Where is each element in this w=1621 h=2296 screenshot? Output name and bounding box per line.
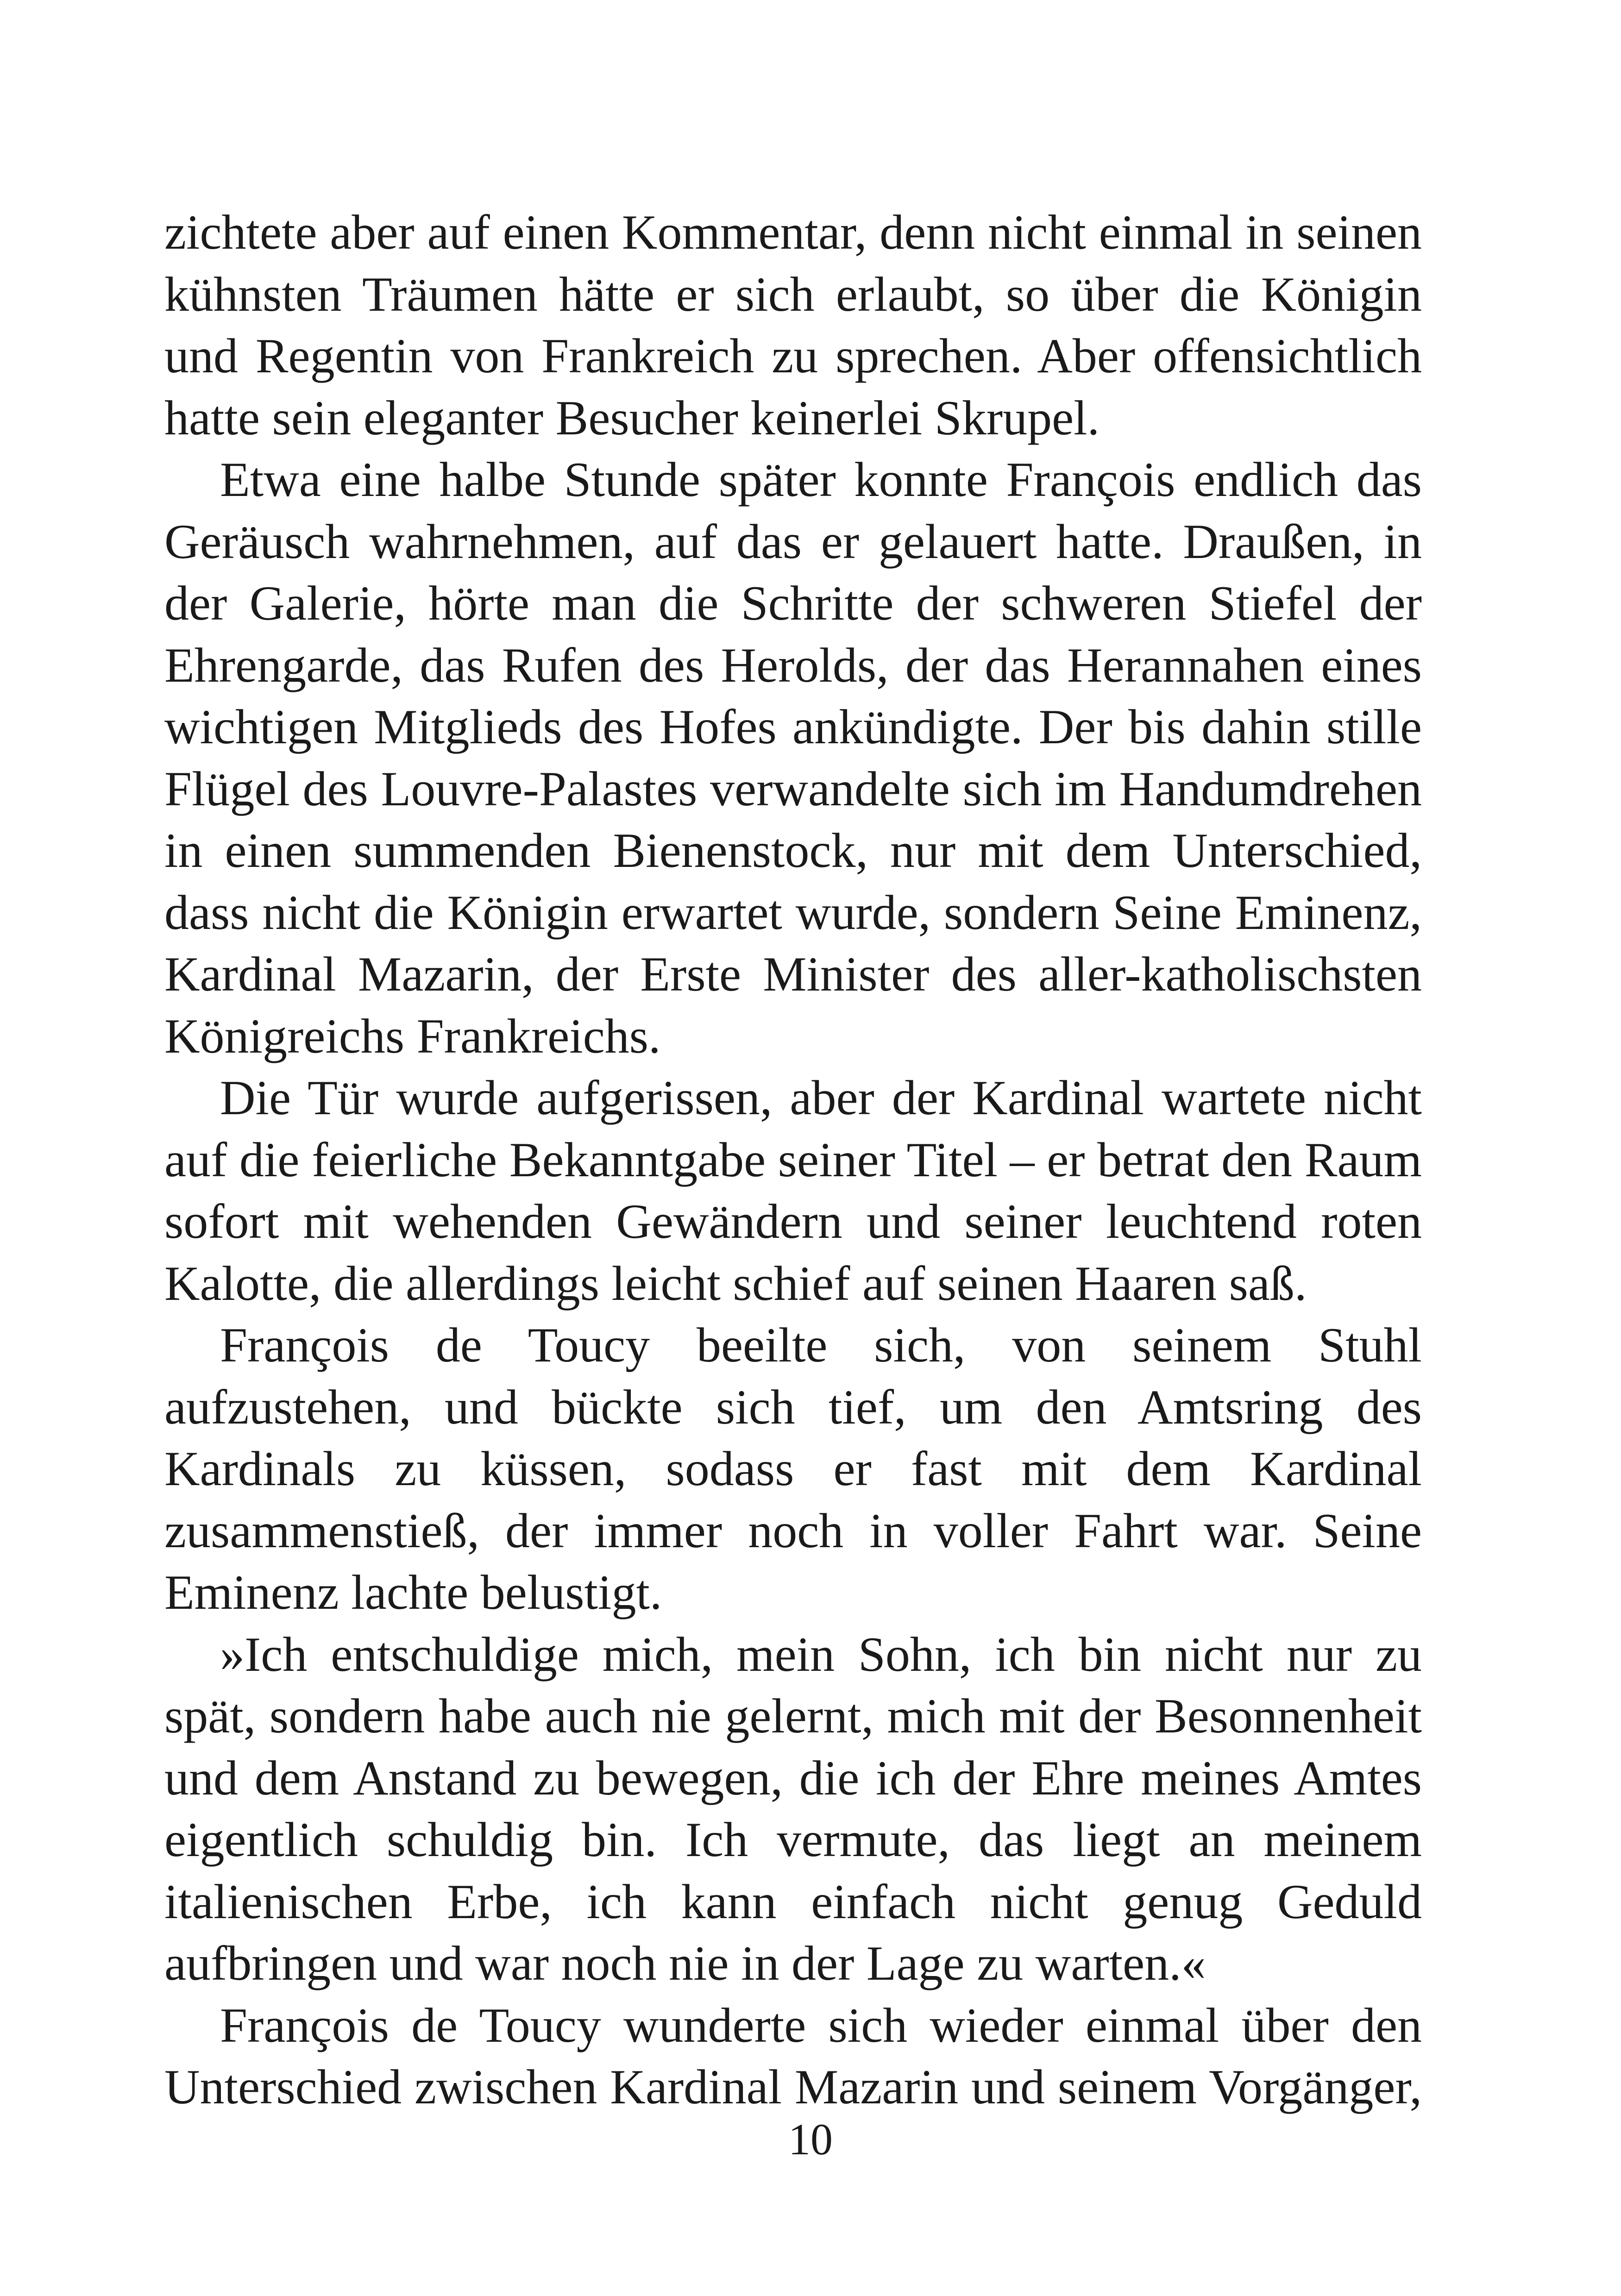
paragraph-4: François de Toucy beeilte sich, von seinem Stuhl aufzustehen, und bückte sich tief, um den Amtsring des Kardinals zu küssen, sodass er fast mit dem Kardinal zusammenstieß, der immer noch in voller Fahrt war. Seine Eminenz lachte belustigt.	[164, 1318, 1422, 1619]
body-text	[164, 201, 1422, 2118]
paragraph-2: Etwa eine halbe Stunde später konnte François endlich das Geräusch wahrnehmen, auf das er gelauert hatte. Draußen, in der Galerie, hörte man die Schritte der schweren Stiefel der Ehrengarde, das Rufen des Herolds, der das Herannahen eines wichtigen Mitglieds des Hofes ankündigte. Der bis dahin stille Flügel des Louvre-Palastes verwandelte sich im Handumdrehen in einen summenden Bienenstock, nur mit dem Unterschied, dass nicht die Königin erwartet wurde, sondern Seine Eminenz, Kardinal Mazarin, der Erste Minister des aller-katholischsten Königreichs Frankreichs.	[164, 452, 1422, 1063]
paragraph-6: François de Toucy wunderte sich wieder einmal über den Unterschied zwischen Kardinal Mazarin und seinem Vorgänger,	[164, 1998, 1422, 2114]
paragraph-3: Die Tür wurde aufgerissen, aber der Kardinal wartete nicht auf die feierliche Bekanntgabe seiner Titel – er betrat den Raum sofort mit wehenden Gewändern und seiner leuchtend roten Kalotte, die allerdings leicht schief auf seinen Haaren saß.	[164, 1071, 1422, 1311]
page-number: 10	[788, 2114, 833, 2164]
paragraph-1: zichtete aber auf einen Kommentar, denn nicht einmal in seinen kühnsten Träumen hätte er sich erlaubt, so über die Königin und Regentin von Frankreich zu sprechen. Aber offensichtlich hatte sein eleganter Besucher keinerlei Skrupel.	[164, 205, 1422, 445]
paragraph-5: »Ich entschuldige mich, mein Sohn, ich bin nicht nur zu spät, sondern habe auch nie gelernt, mich mit der Besonnenheit und dem Anstand zu bewegen, die ich der Ehre meines Amtes eigentlich schuldig bin. Ich vermute, das liegt an meinem italienischen Erbe, ich kann einfach nicht genug Geduld aufbringen und war noch nie in der Lage zu warten.«	[164, 1627, 1422, 1990]
